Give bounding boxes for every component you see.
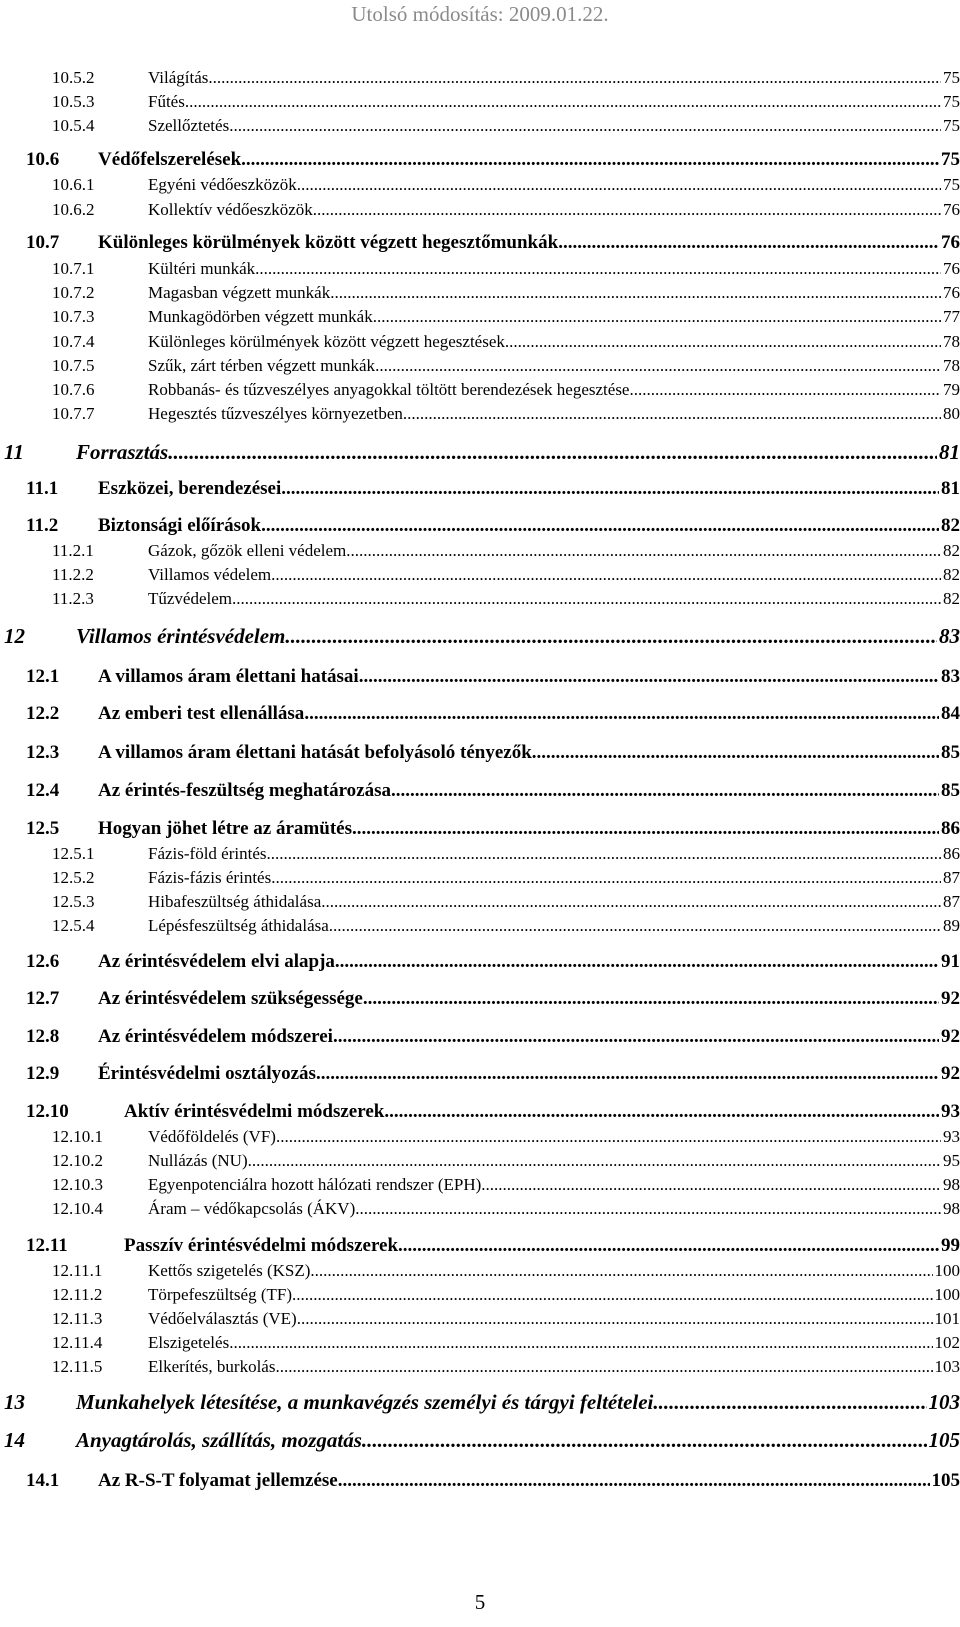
toc-dot-leader xyxy=(276,1128,941,1145)
toc-entry-page: 76 xyxy=(943,259,960,278)
toc-dot-leader xyxy=(359,667,939,686)
toc-entry-number: 10.7.1 xyxy=(52,259,95,278)
toc-entry-title: Aktív érintésvédelmi módszerek xyxy=(124,1101,385,1122)
toc-entry-number: 12.5 xyxy=(26,818,60,839)
toc-entry[interactable] xyxy=(26,667,960,686)
toc-entry[interactable] xyxy=(4,1392,960,1413)
toc-dot-leader xyxy=(168,442,937,463)
toc-entry[interactable] xyxy=(52,1358,960,1375)
toc-entry-page: 76 xyxy=(941,232,960,253)
toc-entry-number: 10.7.3 xyxy=(52,307,95,326)
toc-entry-number: 10.7.7 xyxy=(52,404,95,423)
toc-entry-title: Tűzvédelem xyxy=(148,589,233,608)
toc-entry-page: 92 xyxy=(941,988,960,1009)
toc-entry-number: 10.7.5 xyxy=(52,356,95,375)
toc-entry-page: 89 xyxy=(943,916,960,935)
toc-dot-leader xyxy=(232,590,941,607)
toc-entry-number: 12.10.1 xyxy=(52,1127,103,1146)
toc-entry[interactable] xyxy=(26,1471,960,1490)
toc-entry-title: Eszközei, berendezései xyxy=(98,478,282,499)
toc-entry-title: Törpefeszültség (TF) xyxy=(148,1285,292,1304)
toc-entry-number: 11.2.2 xyxy=(52,565,94,584)
toc-entry-number: 14 xyxy=(4,1428,25,1452)
toc-entry-page: 82 xyxy=(943,565,960,584)
toc-entry-number: 11.2.3 xyxy=(52,589,94,608)
toc-entry-title: Különleges körülmények között végzett hegesztések xyxy=(148,332,505,351)
toc-entry-number: 10.6.1 xyxy=(52,175,95,194)
toc-dot-leader xyxy=(185,93,941,110)
toc-dot-leader xyxy=(363,989,939,1008)
toc-entry[interactable] xyxy=(52,1310,960,1327)
toc-dot-leader xyxy=(275,1358,932,1375)
toc-entry-number: 10.6 xyxy=(26,149,60,170)
toc-dot-leader xyxy=(558,233,939,252)
toc-entry-title: Szellőztetés xyxy=(148,116,230,135)
toc-entry[interactable] xyxy=(26,952,960,971)
toc-entry-page: 76 xyxy=(943,283,960,302)
toc-entry-number: 11 xyxy=(4,440,24,464)
toc-entry-page: 85 xyxy=(941,742,960,763)
toc-dot-leader xyxy=(346,542,941,559)
toc-entry[interactable] xyxy=(52,590,960,607)
toc-entry-number: 12.6 xyxy=(26,951,60,972)
toc-entry-title: Az érintésvédelem elvi alapja xyxy=(98,951,335,972)
toc-entry-page: 75 xyxy=(943,68,960,87)
toc-entry-title: Különleges körülmények között végzett hegesztőmunkák xyxy=(98,232,559,253)
toc-entry[interactable] xyxy=(52,566,960,583)
toc-entry-number: 12.11.2 xyxy=(52,1285,103,1304)
toc-entry-number: 12.5.3 xyxy=(52,892,95,911)
toc-entry[interactable] xyxy=(52,357,960,374)
toc-entry-title: Az érintésvédelem szükségessége xyxy=(98,988,363,1009)
toc-entry-page: 80 xyxy=(943,404,960,423)
toc-dot-leader xyxy=(208,69,941,86)
toc-entry-title: Védőfelszerelések xyxy=(98,149,242,170)
toc-entry-title: Nullázás (NU) xyxy=(148,1151,248,1170)
toc-entry-page: 105 xyxy=(931,1470,960,1491)
toc-entry[interactable] xyxy=(52,69,960,86)
toc-entry[interactable] xyxy=(26,1064,960,1083)
toc-entry-number: 10.7.2 xyxy=(52,283,95,302)
toc-entry-number: 12.11.1 xyxy=(52,1261,103,1280)
toc-entry-page: 93 xyxy=(943,1127,960,1146)
toc-entry-page: 100 xyxy=(934,1261,960,1280)
toc-entry[interactable] xyxy=(52,284,960,301)
toc-entry[interactable] xyxy=(52,1262,960,1279)
toc-entry-number: 12.5.1 xyxy=(52,844,95,863)
toc-entry-title: Kettős szigetelés (KSZ) xyxy=(148,1261,311,1280)
toc-entry-title: Hibafeszültség áthidalása xyxy=(148,892,322,911)
toc-dot-leader xyxy=(229,117,941,134)
page-header: Utolsó módosítás: 2009.01.22. xyxy=(351,2,609,26)
toc-dot-leader xyxy=(384,1102,939,1121)
toc-entry-page: 82 xyxy=(943,589,960,608)
toc-entry-title: Forrasztás xyxy=(76,440,169,464)
toc-dot-leader xyxy=(285,626,937,647)
toc-entry-title: Fázis-föld érintés xyxy=(148,844,267,863)
toc-entry-title: Elszigetelés xyxy=(148,1333,230,1352)
toc-dot-leader xyxy=(629,381,941,398)
toc-entry-title: A villamos áram élettani hatását befolyásoló tényezők xyxy=(98,742,532,763)
toc-entry-title: Gázok, gőzök elleni védelem xyxy=(148,541,347,560)
toc-entry-title: Munkahelyek létesítése, a munkavégzés személyi és tárgyi feltételei xyxy=(76,1390,654,1414)
toc-entry[interactable] xyxy=(52,542,960,559)
toc-entry[interactable] xyxy=(26,516,960,535)
toc-entry-title: Kültéri munkák xyxy=(148,259,256,278)
toc-entry[interactable] xyxy=(4,442,960,463)
toc-entry-title: Anyagtárolás, szállítás, mozgatás xyxy=(76,1428,362,1452)
toc-entry[interactable] xyxy=(52,917,960,934)
toc-entry-title: Az R-S-T folyamat jellemzése xyxy=(98,1470,338,1491)
toc-entry-number: 12.9 xyxy=(26,1063,60,1084)
toc-entry-title: Világítás xyxy=(148,68,209,87)
toc-entry-number: 13 xyxy=(4,1390,25,1414)
toc-entry[interactable] xyxy=(52,405,960,422)
toc-entry-number: 12.11 xyxy=(26,1235,68,1256)
toc-entry-number: 11.2.1 xyxy=(52,541,94,560)
toc-entry[interactable] xyxy=(52,1334,960,1351)
toc-dot-leader xyxy=(355,1200,941,1217)
toc-entry-title: Szűk, zárt térben végzett munkák xyxy=(148,356,376,375)
toc-entry-title: Fázis-fázis érintés xyxy=(148,868,272,887)
toc-entry[interactable] xyxy=(52,869,960,886)
toc-entry-title: Az érintés-feszültség meghatározása xyxy=(98,780,392,801)
toc-entry-page: 82 xyxy=(943,541,960,560)
toc-entry-page: 101 xyxy=(934,1309,960,1328)
toc-entry-number: 12.11.3 xyxy=(52,1309,103,1328)
toc-dot-leader xyxy=(304,704,939,723)
toc-entry-title: Egyenpotenciálra hozott hálózati rendszer (EPH) xyxy=(148,1175,482,1194)
toc-entry-number: 12.10.2 xyxy=(52,1151,103,1170)
toc-entry-page: 103 xyxy=(934,1357,960,1376)
toc-entry-number: 11.2 xyxy=(26,515,59,536)
toc-entry-page: 75 xyxy=(943,116,960,135)
toc-entry[interactable] xyxy=(26,1027,960,1046)
toc-entry[interactable] xyxy=(26,479,960,498)
toc-entry[interactable] xyxy=(52,1176,960,1193)
toc-entry-title: Áram – védőkapcsolás (ÁKV) xyxy=(148,1199,356,1218)
toc-entry-page: 75 xyxy=(943,175,960,194)
toc-dot-leader xyxy=(653,1392,926,1413)
toc-entry[interactable] xyxy=(52,1286,960,1303)
toc-entry-title: Érintésvédelmi osztályozás xyxy=(98,1063,316,1084)
toc-entry[interactable] xyxy=(52,308,960,325)
toc-entry-number: 12.7 xyxy=(26,988,60,1009)
toc-entry-number: 12.8 xyxy=(26,1026,60,1047)
toc-entry[interactable] xyxy=(4,626,960,647)
toc-dot-leader xyxy=(330,284,941,301)
toc-entry-page: 92 xyxy=(941,1063,960,1084)
toc-dot-leader xyxy=(333,1027,939,1046)
toc-entry[interactable] xyxy=(52,176,960,193)
toc-entry[interactable] xyxy=(4,1430,960,1451)
toc-dot-leader xyxy=(532,743,939,762)
toc-entry-page: 78 xyxy=(943,332,960,351)
toc-entry-number: 11.1 xyxy=(26,478,59,499)
toc-entry-title: Védőelválasztás (VE) xyxy=(148,1309,297,1328)
toc-entry-page: 98 xyxy=(943,1175,960,1194)
toc-dot-leader xyxy=(481,1176,941,1193)
toc-entry-page: 84 xyxy=(941,703,960,724)
toc-entry-title: Biztonsági előírások xyxy=(98,515,262,536)
toc-entry-page: 103 xyxy=(928,1390,960,1414)
toc-entry-page: 75 xyxy=(943,92,960,111)
toc-entry-page: 83 xyxy=(941,666,960,687)
toc-entry-page: 93 xyxy=(941,1101,960,1122)
toc-entry[interactable] xyxy=(52,117,960,134)
toc-entry[interactable] xyxy=(52,1128,960,1145)
toc-dot-leader xyxy=(403,405,941,422)
toc-entry-page: 78 xyxy=(943,356,960,375)
toc-entry-page: 76 xyxy=(943,200,960,219)
toc-entry-title: Egyéni védőeszközök xyxy=(148,175,297,194)
toc-entry-page: 82 xyxy=(941,515,960,536)
toc-entry-number: 10.7.4 xyxy=(52,332,95,351)
toc-entry-number: 12.2 xyxy=(26,703,60,724)
toc-entry-number: 12.5.4 xyxy=(52,916,95,935)
toc-entry-title: Hogyan jöhet létre az áramütés xyxy=(98,818,352,839)
toc-entry-number: 12.10 xyxy=(26,1101,69,1122)
toc-dot-leader xyxy=(281,479,939,498)
toc-dot-leader xyxy=(505,333,941,350)
toc-entry[interactable] xyxy=(52,201,960,218)
toc-dot-leader xyxy=(297,176,941,193)
toc-entry-number: 12.5.2 xyxy=(52,868,95,887)
toc-dot-leader xyxy=(271,869,941,886)
toc-dot-leader xyxy=(352,819,939,838)
toc-entry-number: 12.4 xyxy=(26,780,60,801)
page-number: 5 xyxy=(474,1590,486,1614)
toc-entry[interactable] xyxy=(52,93,960,110)
toc-entry-title: Az érintésvédelem módszerei xyxy=(98,1026,333,1047)
toc-entry-number: 10.7.6 xyxy=(52,380,95,399)
toc-entry[interactable] xyxy=(26,743,960,762)
toc-entry-number: 10.5.4 xyxy=(52,116,95,135)
toc-entry-number: 12.10.4 xyxy=(52,1199,103,1218)
toc-entry[interactable] xyxy=(26,989,960,1008)
toc-entry-page: 75 xyxy=(941,149,960,170)
toc-entry-page: 81 xyxy=(941,478,960,499)
toc-entry-page: 79 xyxy=(943,380,960,399)
toc-dot-leader xyxy=(398,1236,939,1255)
toc-entry-page: 77 xyxy=(943,307,960,326)
toc-dot-leader xyxy=(271,566,941,583)
toc-dot-leader xyxy=(391,781,939,800)
toc-dot-leader xyxy=(310,1262,932,1279)
toc-entry-number: 10.7 xyxy=(26,232,60,253)
toc-dot-leader xyxy=(329,917,941,934)
toc-dot-leader xyxy=(375,357,941,374)
toc-entry[interactable] xyxy=(52,1200,960,1217)
toc-entry-title: Kollektív védőeszközök xyxy=(148,200,313,219)
toc-entry-title: Fűtés xyxy=(148,92,185,111)
toc-entry[interactable] xyxy=(26,150,960,169)
toc-entry-page: 95 xyxy=(943,1151,960,1170)
toc-dot-leader xyxy=(229,1334,932,1351)
toc-entry-title: Védőföldelés (VF) xyxy=(148,1127,276,1146)
toc-entry-number: 12.1 xyxy=(26,666,60,687)
toc-entry[interactable] xyxy=(52,381,960,398)
toc-dot-leader xyxy=(248,1152,941,1169)
toc-entry-number: 14.1 xyxy=(26,1470,60,1491)
toc-entry[interactable] xyxy=(26,1236,960,1255)
toc-dot-leader xyxy=(313,201,941,218)
toc-entry-title: Villamos védelem xyxy=(148,565,272,584)
toc-dot-leader xyxy=(261,516,939,535)
toc-dot-leader xyxy=(255,260,941,277)
toc-entry-title: Az emberi test ellenállása xyxy=(98,703,305,724)
toc-entry[interactable] xyxy=(52,893,960,910)
toc-dot-leader xyxy=(241,150,939,169)
toc-entry[interactable] xyxy=(52,333,960,350)
toc-entry[interactable] xyxy=(26,704,960,723)
toc-entry-number: 12.10.3 xyxy=(52,1175,103,1194)
toc-entry[interactable] xyxy=(52,845,960,862)
toc-entry-title: Hegesztés tűzveszélyes környezetben xyxy=(148,404,403,423)
toc-entry-page: 87 xyxy=(943,868,960,887)
toc-entry[interactable] xyxy=(26,233,960,252)
toc-entry-page: 102 xyxy=(934,1333,960,1352)
toc-entry[interactable] xyxy=(26,819,960,838)
toc-entry-page: 81 xyxy=(939,440,960,464)
toc-entry-number: 12.3 xyxy=(26,742,60,763)
toc-entry-page: 83 xyxy=(939,624,960,648)
toc-entry-title: A villamos áram élettani hatásai xyxy=(98,666,359,687)
toc-entry-title: Passzív érintésvédelmi módszerek xyxy=(124,1235,399,1256)
toc-entry-title: Magasban végzett munkák xyxy=(148,283,331,302)
toc-entry[interactable] xyxy=(52,1152,960,1169)
table-of-contents xyxy=(4,68,960,1546)
toc-entry-number: 12 xyxy=(4,624,25,648)
toc-dot-leader xyxy=(267,845,942,862)
toc-entry[interactable] xyxy=(26,781,960,800)
toc-entry-page: 105 xyxy=(928,1428,960,1452)
toc-dot-leader xyxy=(321,893,941,910)
toc-entry-page: 86 xyxy=(941,818,960,839)
toc-dot-leader xyxy=(297,1310,933,1327)
toc-dot-leader xyxy=(373,308,941,325)
toc-dot-leader xyxy=(362,1430,927,1451)
toc-entry-number: 10.5.3 xyxy=(52,92,95,111)
toc-entry-title: Villamos érintésvédelem xyxy=(76,624,286,648)
toc-dot-leader xyxy=(316,1064,939,1083)
toc-dot-leader xyxy=(292,1286,933,1303)
toc-entry-number: 10.5.2 xyxy=(52,68,95,87)
toc-entry-number: 12.11.4 xyxy=(52,1333,103,1352)
toc-entry-number: 10.6.2 xyxy=(52,200,95,219)
toc-entry-page: 100 xyxy=(934,1285,960,1304)
toc-entry-title: Elkerítés, burkolás xyxy=(148,1357,276,1376)
toc-entry-title: Munkagödörben végzett munkák xyxy=(148,307,373,326)
toc-entry-page: 92 xyxy=(941,1026,960,1047)
toc-entry-page: 85 xyxy=(941,780,960,801)
toc-entry[interactable] xyxy=(26,1102,960,1121)
toc-dot-leader xyxy=(338,1471,930,1490)
toc-entry-title: Robbanás- és tűzveszélyes anyagokkal töltött berendezések hegesztése xyxy=(148,380,630,399)
toc-dot-leader xyxy=(335,952,939,971)
toc-entry[interactable] xyxy=(52,260,960,277)
toc-entry-title: Lépésfeszültség áthidalása xyxy=(148,916,329,935)
toc-entry-page: 87 xyxy=(943,892,960,911)
toc-entry-page: 91 xyxy=(941,951,960,972)
toc-entry-page: 98 xyxy=(943,1199,960,1218)
toc-entry-number: 12.11.5 xyxy=(52,1357,103,1376)
toc-entry-page: 86 xyxy=(943,844,960,863)
toc-entry-page: 99 xyxy=(941,1235,960,1256)
